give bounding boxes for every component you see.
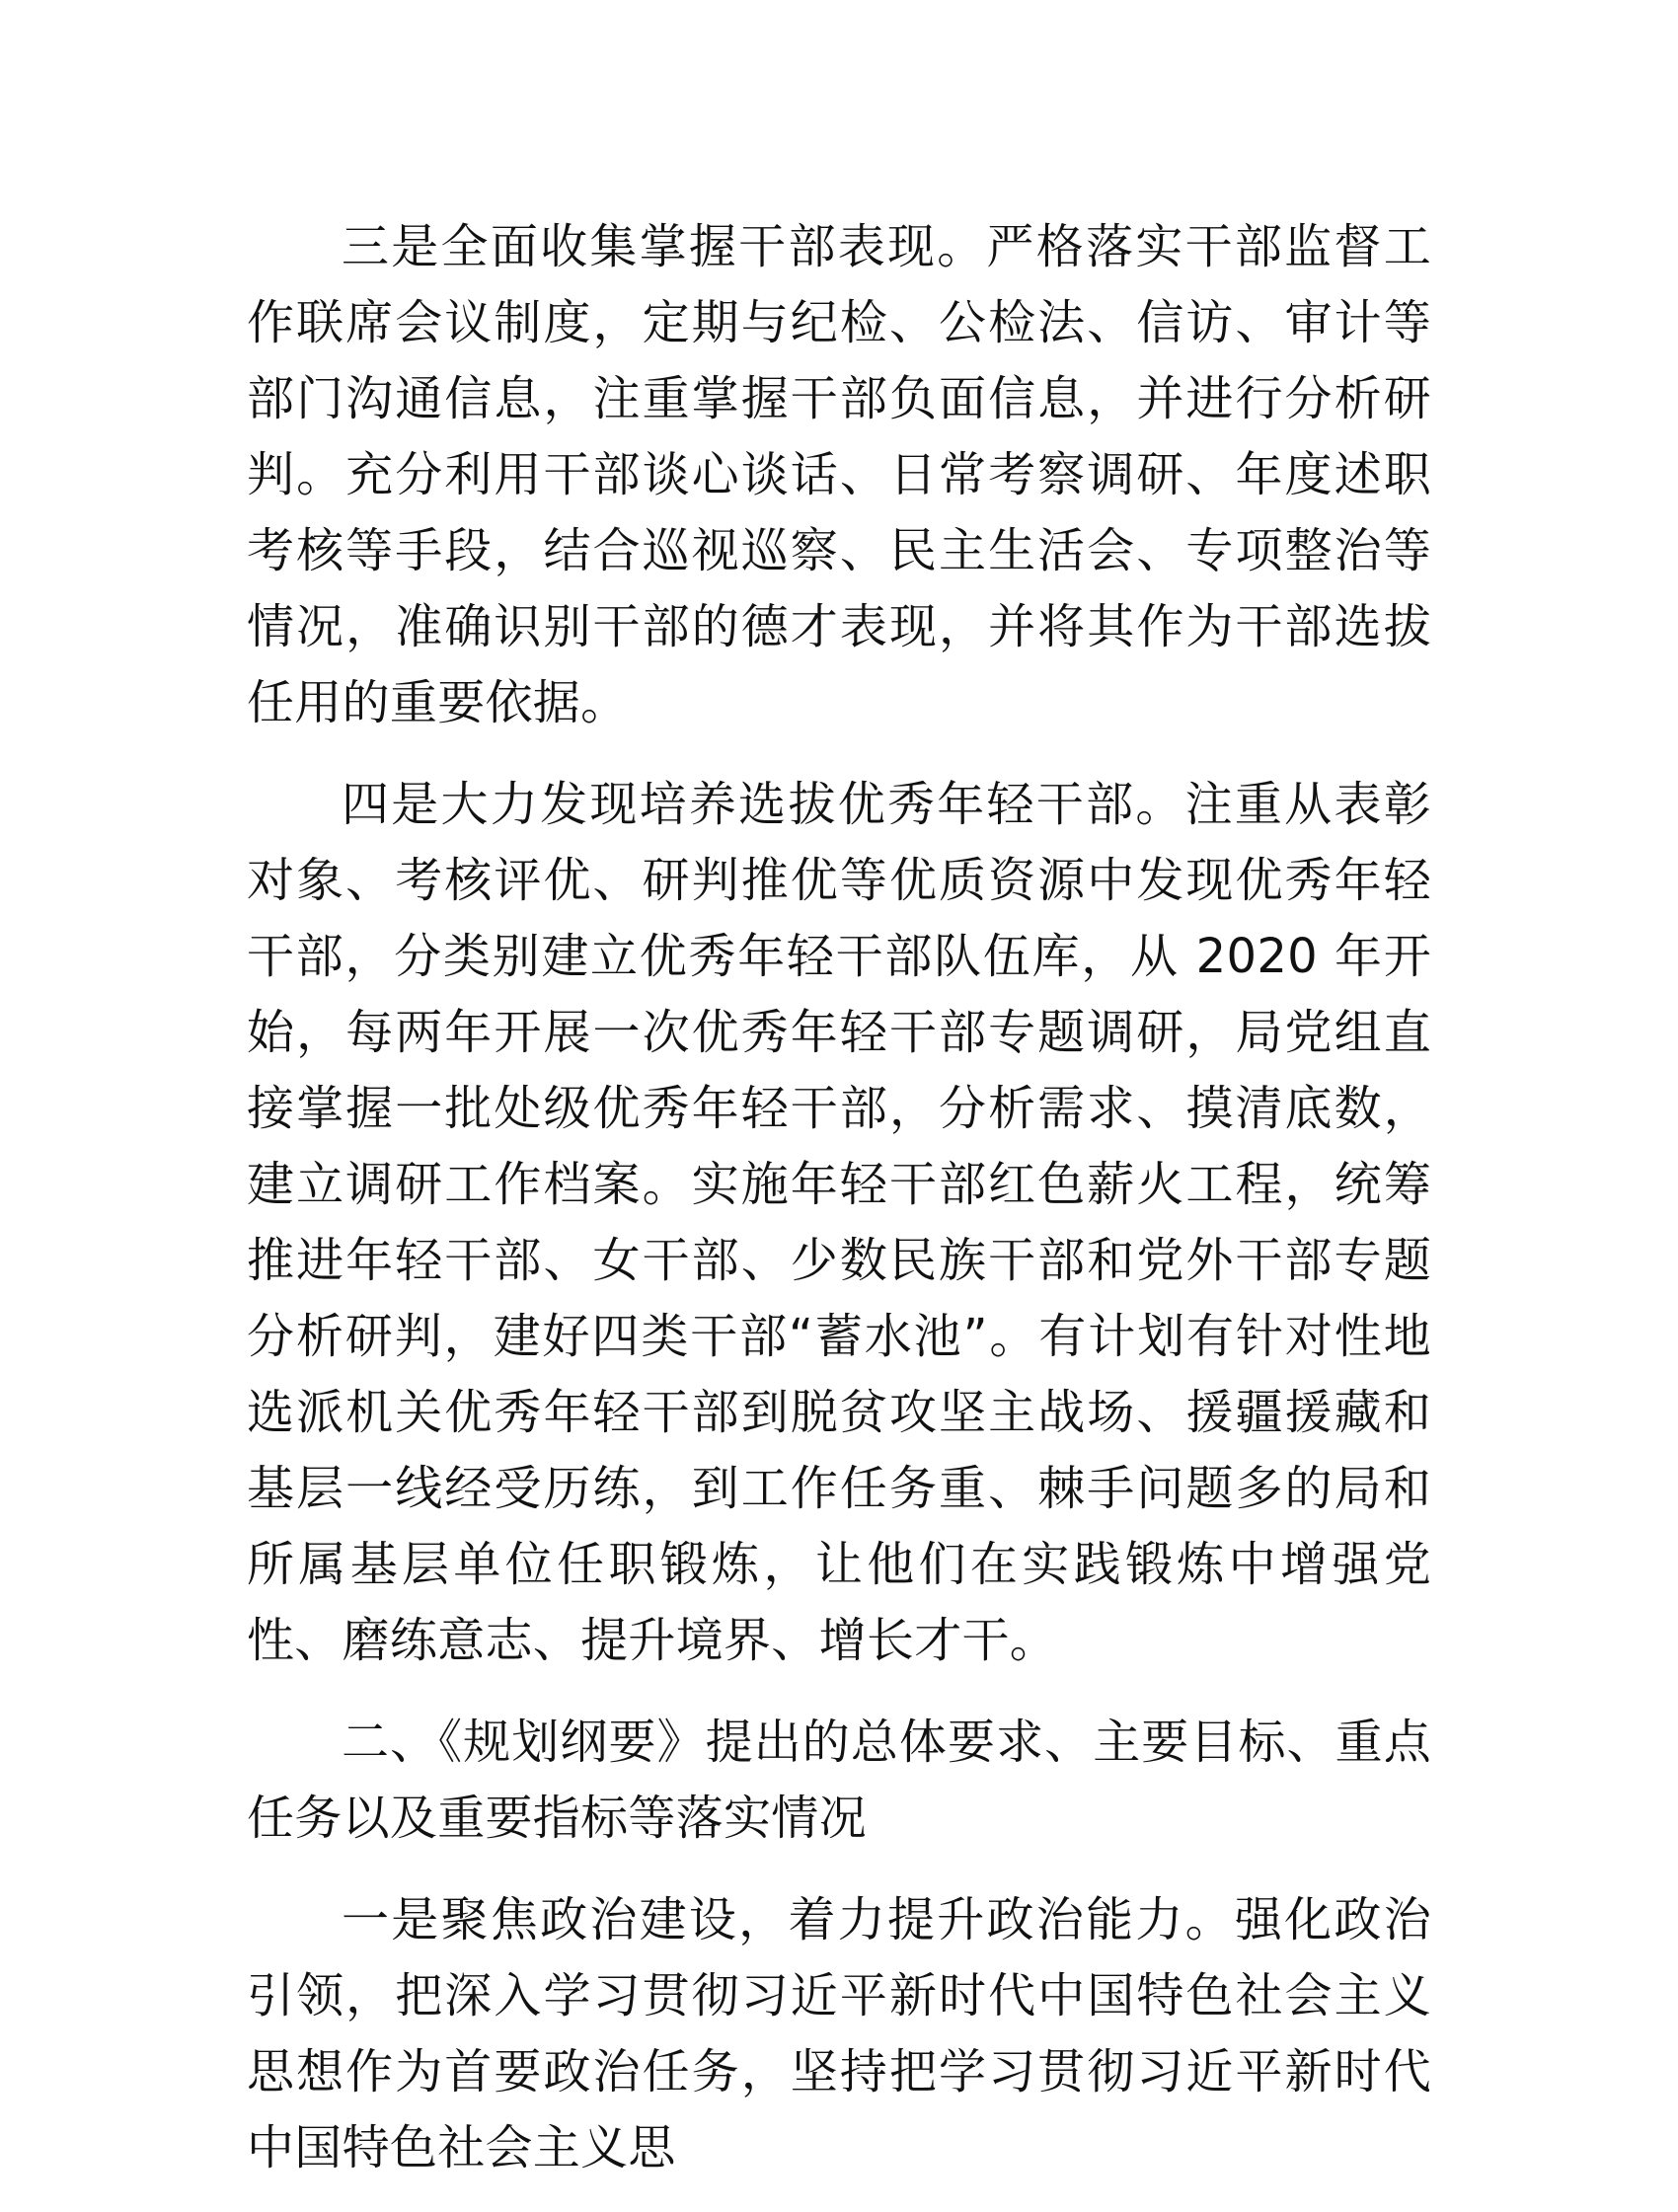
document-body	[247, 209, 1431, 2212]
paragraph-political-building: 一是聚焦政治建设，着力提升政治能力。强化政治引领，把深入学习贯彻习近平新时代中国特色社会主义思想作为首要政治任务，坚持把学习贯彻习近平新时代中国特色社会主义思	[247, 1892, 1431, 2175]
paragraph-cadre-performance: 三是全面收集掌握干部表现。严格落实干部监督工作联席会议制度，定期与纪检、公检法、信访、审计等部门沟通信息，注重掌握干部负面信息，并进行分析研判。充分利用干部谈心谈话、日常考察调研、年度述职考核等手段，结合巡视巡察、民主生活会、专项整治等情况，准确识别干部的德才表现，并将其作为干部选拔任用的重要依据。	[247, 219, 1431, 730]
paragraph-young-cadres: 四是大力发现培养选拔优秀年轻干部。注重从表彰对象、考核评优、研判推优等优质资源中发现优秀年轻干部，分类别建立优秀年轻干部队伍库，从 2020 年开始，每两年开展一次优秀年轻干部专题调研，局党组直接掌握一批处级优秀年轻干部，分析需求、摸清底数，建立调研工作档案。实施年轻干部红色薪火工程，统筹推进年轻干部、女干部、少数民族干部和党外干部专题分析研判，建好四类干部“蓄水池”。有计划有针对性地选派机关优秀年轻干部到脱贫攻坚主战场、援疆援藏和基层一线经受历练，到工作任务重、棘手问题多的局和所属基层单位任职锻炼，让他们在实践锻炼中增强党性、磨练意志、提升境界、增长才干。	[247, 777, 1431, 1668]
section-heading-plan-implementation: 二、《规划纲要》提出的总体要求、主要目标、重点任务以及重要指标等落实情况	[247, 1715, 1431, 1846]
